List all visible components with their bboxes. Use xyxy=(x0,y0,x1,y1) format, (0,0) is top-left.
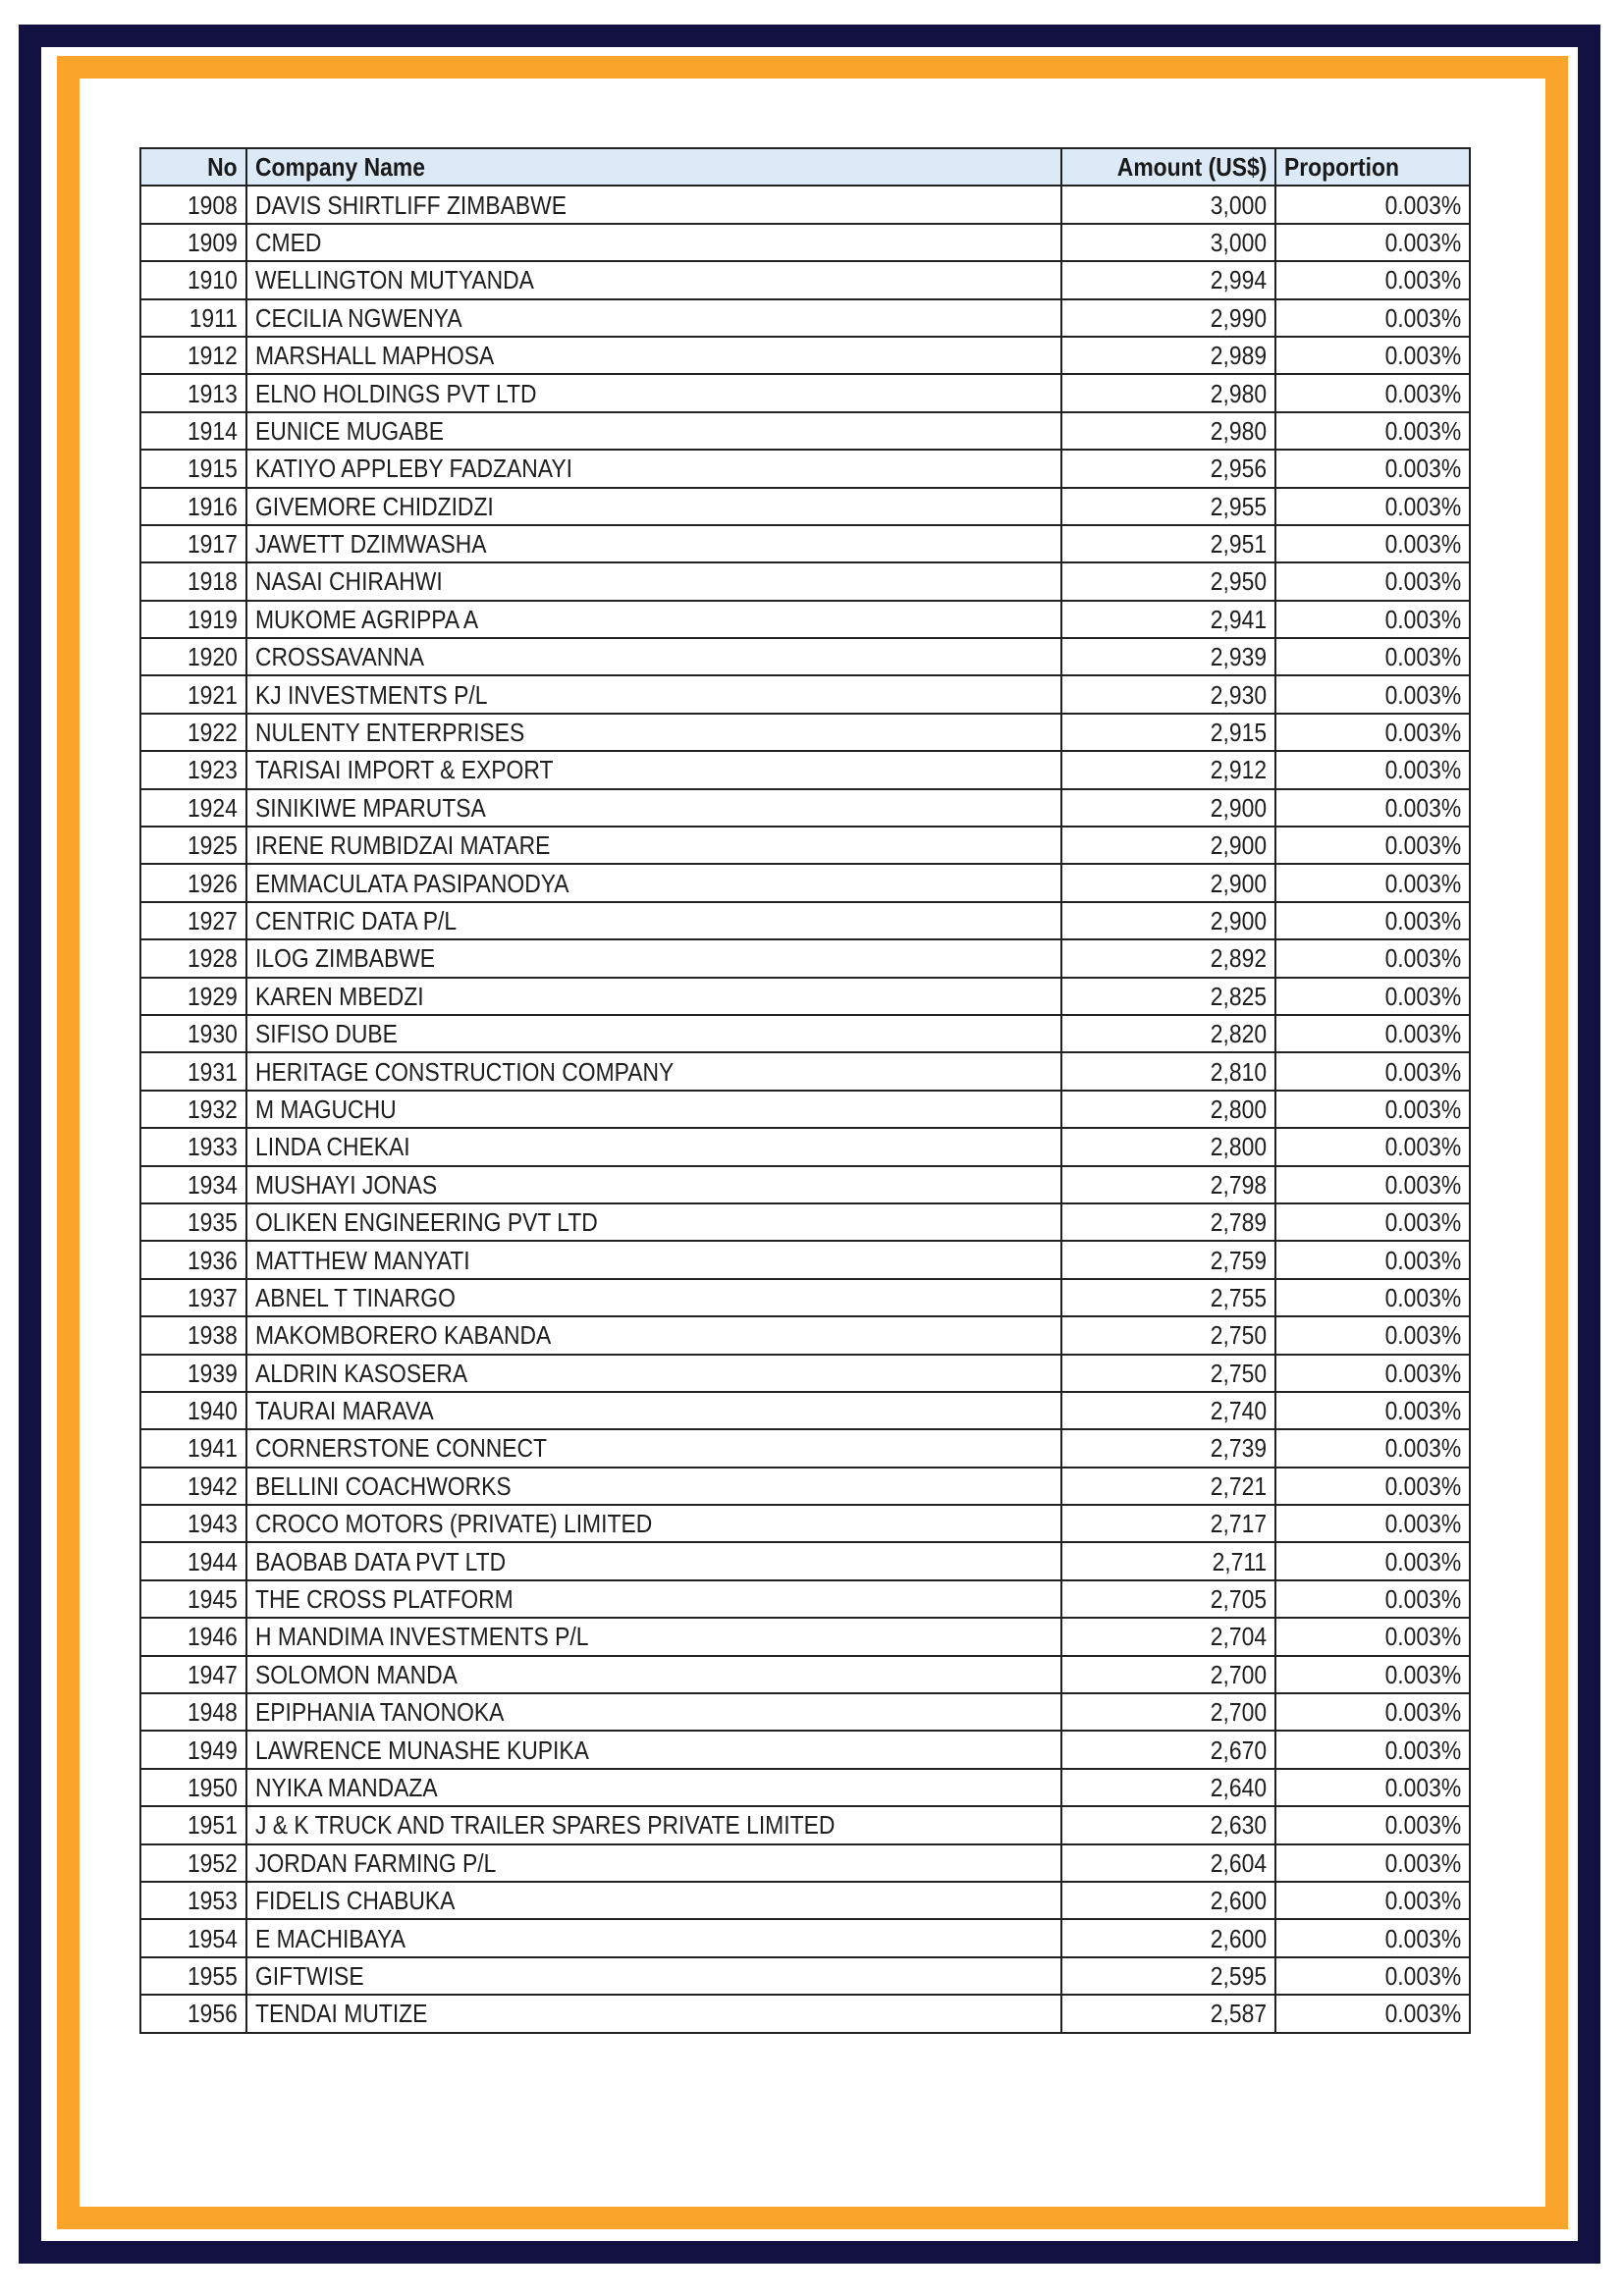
cell-amount: 2,912 xyxy=(1061,751,1275,788)
cell-company-name: ALDRIN KASOSERA xyxy=(246,1355,1061,1392)
header-amount: Amount (US$) xyxy=(1061,148,1275,186)
cell-company-name: BAOBAB DATA PVT LTD xyxy=(246,1542,1061,1579)
table-row xyxy=(140,1505,1470,1542)
cell-company-name: CROSSAVANNA xyxy=(246,638,1061,675)
cell-amount: 2,994 xyxy=(1061,261,1275,298)
cell-company-name: NULENTY ENTERPRISES xyxy=(246,714,1061,751)
cell-proportion: 0.003% xyxy=(1275,1091,1470,1128)
cell-no: 1930 xyxy=(140,1015,246,1052)
cell-no: 1935 xyxy=(140,1203,246,1241)
cell-company-name: TENDAI MUTIZE xyxy=(246,1995,1061,2032)
cell-no: 1948 xyxy=(140,1693,246,1731)
cell-no: 1913 xyxy=(140,374,246,411)
cell-no: 1943 xyxy=(140,1505,246,1542)
header-no: No xyxy=(140,148,246,186)
cell-no: 1919 xyxy=(140,601,246,638)
cell-company-name: ELNO HOLDINGS PVT LTD xyxy=(246,374,1061,411)
table-row xyxy=(140,525,1470,562)
cell-proportion: 0.003% xyxy=(1275,337,1470,374)
cell-proportion: 0.003% xyxy=(1275,1241,1470,1278)
table-row xyxy=(140,939,1470,977)
cell-proportion: 0.003% xyxy=(1275,864,1470,901)
cell-proportion: 0.003% xyxy=(1275,1806,1470,1843)
cell-proportion: 0.003% xyxy=(1275,224,1470,261)
table-row xyxy=(140,450,1470,487)
cell-amount: 2,604 xyxy=(1061,1844,1275,1882)
cell-no: 1923 xyxy=(140,751,246,788)
cell-company-name: MARSHALL MAPHOSA xyxy=(246,337,1061,374)
cell-company-name: CROCO MOTORS (PRIVATE) LIMITED xyxy=(246,1505,1061,1542)
cell-company-name: IRENE RUMBIDZAI MATARE xyxy=(246,827,1061,864)
cell-no: 1936 xyxy=(140,1241,246,1278)
cell-company-name: MUSHAYI JONAS xyxy=(246,1166,1061,1203)
cell-company-name: ILOG ZIMBABWE xyxy=(246,939,1061,977)
cell-no: 1937 xyxy=(140,1279,246,1316)
cell-amount: 2,711 xyxy=(1061,1542,1275,1579)
cell-company-name: FIDELIS CHABUKA xyxy=(246,1882,1061,1919)
cell-amount: 2,705 xyxy=(1061,1580,1275,1618)
cell-proportion: 0.003% xyxy=(1275,1731,1470,1768)
cell-amount: 2,900 xyxy=(1061,902,1275,939)
cell-proportion: 0.003% xyxy=(1275,1542,1470,1579)
cell-proportion: 0.003% xyxy=(1275,1656,1470,1693)
table-row xyxy=(140,1052,1470,1090)
contributors-table xyxy=(139,147,1471,2034)
cell-amount: 2,739 xyxy=(1061,1429,1275,1467)
cell-proportion: 0.003% xyxy=(1275,789,1470,827)
cell-company-name: SOLOMON MANDA xyxy=(246,1656,1061,1693)
cell-proportion: 0.003% xyxy=(1275,714,1470,751)
cell-amount: 2,990 xyxy=(1061,299,1275,337)
cell-amount: 2,900 xyxy=(1061,789,1275,827)
cell-company-name: EUNICE MUGABE xyxy=(246,412,1061,450)
cell-company-name: OLIKEN ENGINEERING PVT LTD xyxy=(246,1203,1061,1241)
cell-amount: 2,600 xyxy=(1061,1882,1275,1919)
cell-company-name: WELLINGTON MUTYANDA xyxy=(246,261,1061,298)
table-row xyxy=(140,374,1470,411)
cell-no: 1912 xyxy=(140,337,246,374)
cell-proportion: 0.003% xyxy=(1275,1279,1470,1316)
cell-company-name: M MAGUCHU xyxy=(246,1091,1061,1128)
cell-amount: 2,700 xyxy=(1061,1693,1275,1731)
cell-amount: 2,721 xyxy=(1061,1468,1275,1505)
cell-amount: 2,789 xyxy=(1061,1203,1275,1241)
cell-company-name: NYIKA MANDAZA xyxy=(246,1769,1061,1806)
cell-no: 1941 xyxy=(140,1429,246,1467)
cell-amount: 2,798 xyxy=(1061,1166,1275,1203)
cell-proportion: 0.003% xyxy=(1275,1505,1470,1542)
cell-no: 1916 xyxy=(140,488,246,525)
cell-proportion: 0.003% xyxy=(1275,374,1470,411)
table-row xyxy=(140,1128,1470,1165)
cell-amount: 2,800 xyxy=(1061,1128,1275,1165)
cell-no: 1940 xyxy=(140,1392,246,1429)
cell-company-name: CORNERSTONE CONNECT xyxy=(246,1429,1061,1467)
cell-company-name: CENTRIC DATA P/L xyxy=(246,902,1061,939)
cell-company-name: SINIKIWE MPARUTSA xyxy=(246,789,1061,827)
table-row xyxy=(140,1731,1470,1768)
cell-amount: 2,941 xyxy=(1061,601,1275,638)
table-row xyxy=(140,1355,1470,1392)
cell-proportion: 0.003% xyxy=(1275,488,1470,525)
cell-proportion: 0.003% xyxy=(1275,261,1470,298)
table-row xyxy=(140,751,1470,788)
cell-company-name: HERITAGE CONSTRUCTION COMPANY xyxy=(246,1052,1061,1090)
table-row xyxy=(140,1241,1470,1278)
cell-company-name: E MACHIBAYA xyxy=(246,1919,1061,1956)
cell-amount: 2,759 xyxy=(1061,1241,1275,1278)
cell-proportion: 0.003% xyxy=(1275,1995,1470,2032)
table-row xyxy=(140,601,1470,638)
cell-proportion: 0.003% xyxy=(1275,751,1470,788)
cell-no: 1946 xyxy=(140,1618,246,1655)
table-row xyxy=(140,1919,1470,1956)
table-row xyxy=(140,299,1470,337)
cell-amount: 2,900 xyxy=(1061,864,1275,901)
cell-no: 1954 xyxy=(140,1919,246,1956)
cell-no: 1925 xyxy=(140,827,246,864)
cell-company-name: LINDA CHEKAI xyxy=(246,1128,1061,1165)
cell-amount: 2,704 xyxy=(1061,1618,1275,1655)
cell-company-name: MUKOME AGRIPPA A xyxy=(246,601,1061,638)
cell-amount: 2,950 xyxy=(1061,562,1275,600)
table-row xyxy=(140,1806,1470,1843)
cell-proportion: 0.003% xyxy=(1275,1166,1470,1203)
cell-proportion: 0.003% xyxy=(1275,412,1470,450)
cell-no: 1929 xyxy=(140,978,246,1015)
table-row xyxy=(140,1166,1470,1203)
table-row xyxy=(140,1542,1470,1579)
cell-company-name: CECILIA NGWENYA xyxy=(246,299,1061,337)
cell-proportion: 0.003% xyxy=(1275,1052,1470,1090)
cell-proportion: 0.003% xyxy=(1275,1015,1470,1052)
table-row xyxy=(140,261,1470,298)
table-row xyxy=(140,186,1470,223)
cell-proportion: 0.003% xyxy=(1275,1618,1470,1655)
cell-no: 1908 xyxy=(140,186,246,223)
cell-no: 1951 xyxy=(140,1806,246,1843)
cell-no: 1933 xyxy=(140,1128,246,1165)
table-row xyxy=(140,1203,1470,1241)
cell-amount: 2,900 xyxy=(1061,827,1275,864)
cell-amount: 2,930 xyxy=(1061,675,1275,713)
header-proportion: Proportion xyxy=(1275,148,1470,186)
table-row xyxy=(140,1957,1470,1995)
cell-company-name: BELLINI COACHWORKS xyxy=(246,1468,1061,1505)
cell-amount: 2,700 xyxy=(1061,1656,1275,1693)
cell-no: 1944 xyxy=(140,1542,246,1579)
cell-amount: 2,595 xyxy=(1061,1957,1275,1995)
cell-company-name: CMED xyxy=(246,224,1061,261)
cell-amount: 2,980 xyxy=(1061,412,1275,450)
cell-amount: 2,955 xyxy=(1061,488,1275,525)
table-row xyxy=(140,1844,1470,1882)
cell-proportion: 0.003% xyxy=(1275,186,1470,223)
cell-no: 1945 xyxy=(140,1580,246,1618)
table-row xyxy=(140,675,1470,713)
cell-no: 1950 xyxy=(140,1769,246,1806)
table-row xyxy=(140,1468,1470,1505)
cell-amount: 2,630 xyxy=(1061,1806,1275,1843)
table-row xyxy=(140,1091,1470,1128)
cell-company-name: GIFTWISE xyxy=(246,1957,1061,1995)
cell-no: 1926 xyxy=(140,864,246,901)
table-row xyxy=(140,1656,1470,1693)
cell-amount: 2,717 xyxy=(1061,1505,1275,1542)
table-row xyxy=(140,488,1470,525)
cell-company-name: MATTHEW MANYATI xyxy=(246,1241,1061,1278)
header-company-name: Company Name xyxy=(246,148,1061,186)
cell-no: 1956 xyxy=(140,1995,246,2032)
table-body xyxy=(140,186,1470,2032)
cell-company-name: DAVIS SHIRTLIFF ZIMBABWE xyxy=(246,186,1061,223)
cell-company-name: JORDAN FARMING P/L xyxy=(246,1844,1061,1882)
cell-amount: 3,000 xyxy=(1061,224,1275,261)
table-row xyxy=(140,412,1470,450)
table-row xyxy=(140,1769,1470,1806)
cell-amount: 2,956 xyxy=(1061,450,1275,487)
cell-amount: 2,915 xyxy=(1061,714,1275,751)
table-row xyxy=(140,902,1470,939)
table-row xyxy=(140,978,1470,1015)
table-row xyxy=(140,1279,1470,1316)
table-row xyxy=(140,562,1470,600)
table-row xyxy=(140,1693,1470,1731)
cell-company-name: ABNEL T TINARGO xyxy=(246,1279,1061,1316)
table-row xyxy=(140,1995,1470,2032)
cell-company-name: NASAI CHIRAHWI xyxy=(246,562,1061,600)
cell-amount: 2,939 xyxy=(1061,638,1275,675)
cell-proportion: 0.003% xyxy=(1275,1392,1470,1429)
cell-company-name: J & K TRUCK AND TRAILER SPARES PRIVATE LIMITED xyxy=(246,1806,1061,1843)
cell-company-name: GIVEMORE CHIDZIDZI xyxy=(246,488,1061,525)
cell-company-name: KATIYO APPLEBY FADZANAYI xyxy=(246,450,1061,487)
cell-amount: 2,640 xyxy=(1061,1769,1275,1806)
cell-no: 1914 xyxy=(140,412,246,450)
cell-proportion: 0.003% xyxy=(1275,1580,1470,1618)
cell-no: 1918 xyxy=(140,562,246,600)
cell-amount: 2,740 xyxy=(1061,1392,1275,1429)
cell-company-name: THE CROSS PLATFORM xyxy=(246,1580,1061,1618)
cell-proportion: 0.003% xyxy=(1275,1919,1470,1956)
cell-no: 1932 xyxy=(140,1091,246,1128)
cell-company-name: SIFISO DUBE xyxy=(246,1015,1061,1052)
table-row xyxy=(140,714,1470,751)
table-row xyxy=(140,1580,1470,1618)
cell-company-name: KAREN MBEDZI xyxy=(246,978,1061,1015)
cell-company-name: MAKOMBORERO KABANDA xyxy=(246,1316,1061,1354)
cell-company-name: EPIPHANIA TANONOKA xyxy=(246,1693,1061,1731)
cell-proportion: 0.003% xyxy=(1275,450,1470,487)
cell-amount: 2,989 xyxy=(1061,337,1275,374)
cell-proportion: 0.003% xyxy=(1275,1882,1470,1919)
cell-proportion: 0.003% xyxy=(1275,1844,1470,1882)
cell-company-name: EMMACULATA PASIPANODYA xyxy=(246,864,1061,901)
cell-no: 1947 xyxy=(140,1656,246,1693)
cell-amount: 2,820 xyxy=(1061,1015,1275,1052)
cell-proportion: 0.003% xyxy=(1275,1769,1470,1806)
cell-amount: 2,951 xyxy=(1061,525,1275,562)
cell-no: 1934 xyxy=(140,1166,246,1203)
cell-amount: 2,600 xyxy=(1061,1919,1275,1956)
cell-company-name: KJ INVESTMENTS P/L xyxy=(246,675,1061,713)
cell-no: 1931 xyxy=(140,1052,246,1090)
cell-no: 1927 xyxy=(140,902,246,939)
cell-proportion: 0.003% xyxy=(1275,1316,1470,1354)
cell-amount: 2,750 xyxy=(1061,1355,1275,1392)
table-row xyxy=(140,1316,1470,1354)
cell-no: 1917 xyxy=(140,525,246,562)
cell-company-name: H MANDIMA INVESTMENTS P/L xyxy=(246,1618,1061,1655)
cell-company-name: LAWRENCE MUNASHE KUPIKA xyxy=(246,1731,1061,1768)
cell-proportion: 0.003% xyxy=(1275,675,1470,713)
cell-proportion: 0.003% xyxy=(1275,902,1470,939)
cell-proportion: 0.003% xyxy=(1275,827,1470,864)
table-row xyxy=(140,1882,1470,1919)
cell-company-name: TAURAI MARAVA xyxy=(246,1392,1061,1429)
cell-proportion: 0.003% xyxy=(1275,978,1470,1015)
cell-amount: 2,800 xyxy=(1061,1091,1275,1128)
cell-no: 1942 xyxy=(140,1468,246,1505)
cell-amount: 3,000 xyxy=(1061,186,1275,223)
cell-proportion: 0.003% xyxy=(1275,939,1470,977)
table-row xyxy=(140,638,1470,675)
cell-amount: 2,980 xyxy=(1061,374,1275,411)
cell-no: 1915 xyxy=(140,450,246,487)
cell-company-name: JAWETT DZIMWASHA xyxy=(246,525,1061,562)
cell-proportion: 0.003% xyxy=(1275,299,1470,337)
cell-amount: 2,750 xyxy=(1061,1316,1275,1354)
table-row xyxy=(140,1429,1470,1467)
table-row xyxy=(140,864,1470,901)
table-row xyxy=(140,337,1470,374)
cell-proportion: 0.003% xyxy=(1275,1128,1470,1165)
table-row xyxy=(140,827,1470,864)
cell-no: 1909 xyxy=(140,224,246,261)
cell-proportion: 0.003% xyxy=(1275,525,1470,562)
cell-no: 1953 xyxy=(140,1882,246,1919)
cell-no: 1921 xyxy=(140,675,246,713)
cell-amount: 2,587 xyxy=(1061,1995,1275,2032)
cell-no: 1922 xyxy=(140,714,246,751)
cell-proportion: 0.003% xyxy=(1275,1355,1470,1392)
cell-proportion: 0.003% xyxy=(1275,1957,1470,1995)
cell-amount: 2,825 xyxy=(1061,978,1275,1015)
cell-no: 1939 xyxy=(140,1355,246,1392)
cell-no: 1955 xyxy=(140,1957,246,1995)
cell-no: 1911 xyxy=(140,299,246,337)
cell-amount: 2,892 xyxy=(1061,939,1275,977)
cell-amount: 2,755 xyxy=(1061,1279,1275,1316)
cell-proportion: 0.003% xyxy=(1275,1693,1470,1731)
cell-amount: 2,670 xyxy=(1061,1731,1275,1768)
table-row xyxy=(140,1392,1470,1429)
cell-no: 1938 xyxy=(140,1316,246,1354)
table-row xyxy=(140,224,1470,261)
cell-company-name: TARISAI IMPORT & EXPORT xyxy=(246,751,1061,788)
cell-amount: 2,810 xyxy=(1061,1052,1275,1090)
cell-no: 1920 xyxy=(140,638,246,675)
cell-proportion: 0.003% xyxy=(1275,601,1470,638)
cell-no: 1928 xyxy=(140,939,246,977)
cell-no: 1952 xyxy=(140,1844,246,1882)
cell-proportion: 0.003% xyxy=(1275,1203,1470,1241)
cell-proportion: 0.003% xyxy=(1275,1468,1470,1505)
cell-no: 1924 xyxy=(140,789,246,827)
cell-proportion: 0.003% xyxy=(1275,562,1470,600)
cell-proportion: 0.003% xyxy=(1275,638,1470,675)
table-row xyxy=(140,789,1470,827)
cell-no: 1949 xyxy=(140,1731,246,1768)
table-row xyxy=(140,1618,1470,1655)
table-row xyxy=(140,1015,1470,1052)
cell-proportion: 0.003% xyxy=(1275,1429,1470,1467)
cell-no: 1910 xyxy=(140,261,246,298)
table-header-row xyxy=(140,148,1470,186)
